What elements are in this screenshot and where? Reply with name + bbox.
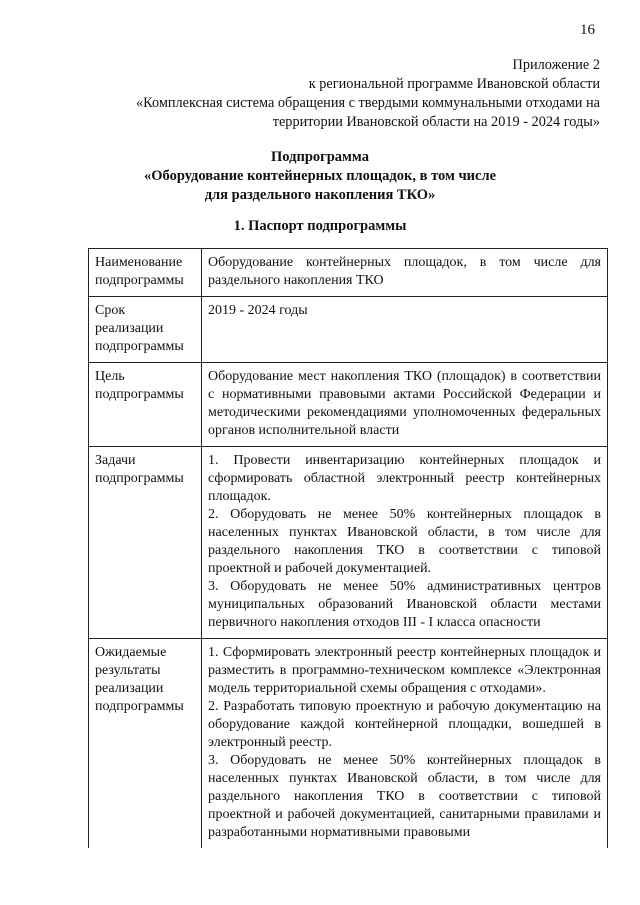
- section-heading: 1. Паспорт подпрограммы: [233, 218, 407, 234]
- table-row: [89, 249, 608, 297]
- row-value: Оборудование контейнерных площадок, в том числе для раздельного накопления ТКО: [202, 249, 608, 297]
- passport-table: [88, 248, 608, 848]
- table-row: [89, 297, 608, 363]
- row-value: Оборудование мест накопления ТКО (площадок) в соответствии с нормативными правовыми актами Российской Федерации и методическими рекомендациями уполномоченных федеральных органов исполнительной власти: [202, 363, 608, 447]
- row-label: Задачи подпрограммы: [89, 447, 202, 639]
- table-row: [89, 639, 608, 849]
- appendix-line-2: к региональной программе Ивановской области: [308, 76, 600, 92]
- task-item-2: 2. Оборудовать не менее 50% контейнерных площадок в населенных пунктах Ивановской области, в том числе для раздельного накопления ТКО в соответствии с типовой проектной и рабочей документацией.: [208, 507, 601, 576]
- result-item-2: 2. Разработать типовую проектную и рабочую документацию на оборудование каждой контейнерной площадки, вошедшей в электронный реестр.: [208, 699, 601, 750]
- row-label: Срок реализации подпрограммы: [89, 297, 202, 363]
- page-number: 16: [580, 22, 595, 38]
- appendix-line-4: территории Ивановской области на 2019 - 2024 годы»: [272, 114, 600, 130]
- page-bottom-mask: [0, 895, 640, 905]
- table-row: [89, 363, 608, 447]
- row-label: Наименование подпрограммы: [89, 249, 202, 297]
- row-label: Цель подпрограммы: [89, 363, 202, 447]
- task-item-3: 3. Оборудовать не менее 50% административных центров муниципальных образований Ивановской области местами первичного накопления отходов III - I класса опасности: [208, 579, 601, 630]
- title-line-3: для раздельного накопления ТКО»: [204, 187, 436, 203]
- title-line-1: Подпрограмма: [271, 149, 369, 165]
- result-item-3: 3. Оборудовать не менее 50% контейнерных площадок в населенных пунктах Ивановской области, в том числе для раздельного накопления ТКО в соответствии с типовой проектной и рабочей документацией, санитарными правилами и разработанными нормативными правовыми: [208, 753, 601, 840]
- subprogram-title: [40, 148, 600, 205]
- table-row: [89, 447, 608, 639]
- row-value: [202, 447, 608, 639]
- appendix-header: [60, 56, 600, 132]
- result-item-1: 1. Сформировать электронный реестр контейнерных площадок и разместить в программно-техническом комплексе «Электронная модель территориальной схемы обращения с отходами».: [208, 645, 601, 696]
- row-label: Ожидаемые результаты реализации подпрограммы: [89, 639, 202, 849]
- task-item-1: 1. Провести инвентаризацию контейнерных площадок и сформировать областной электронный реестр контейнерных площадок.: [208, 453, 601, 504]
- row-value: [202, 639, 608, 849]
- row-value: 2019 - 2024 годы: [202, 297, 608, 363]
- appendix-line-3: «Комплексная система обращения с твердыми коммунальными отходами на: [135, 95, 600, 111]
- appendix-line-1: Приложение 2: [512, 57, 600, 73]
- title-line-2: «Оборудование контейнерных площадок, в том числе: [143, 168, 497, 184]
